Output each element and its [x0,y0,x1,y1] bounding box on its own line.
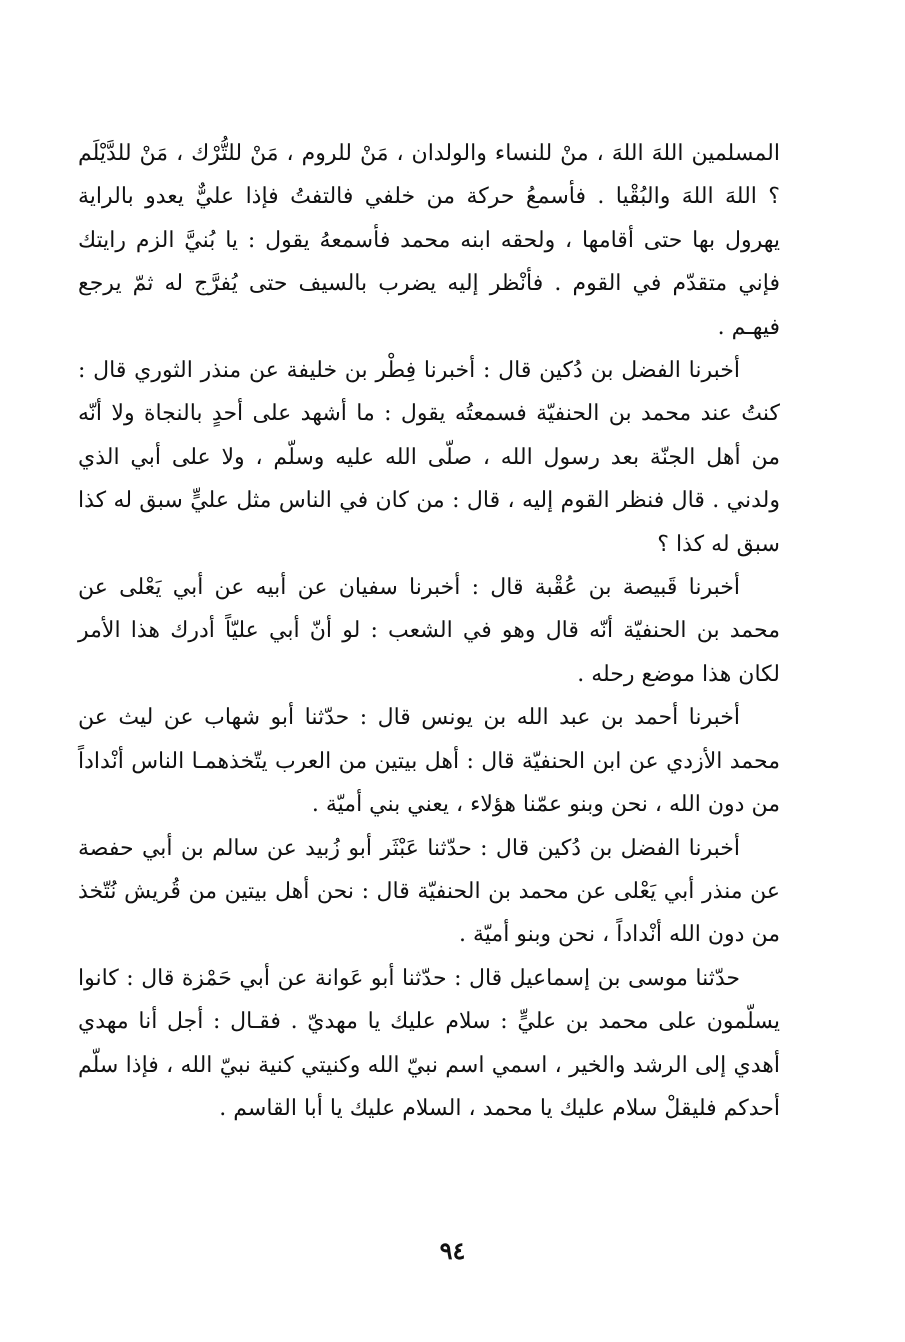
paragraph-continuation: المسلمين اللهَ اللهَ ، منْ للنساء والولدان ، مَنْ للروم ، مَنْ للتُّرْك ، مَنْ للدَّيْلَم ؟ اللهَ اللهَ والبُقْيا . فأسمعُ حركة من خلفي فالتفتُ فإذا عليٌّ يعدو بالراية يهرول بها حتى أقامها ، ولحقه ابنه محمد فأسمعهُ يقول : يا بُنيَّ الزم رايتك فإني متقدّم في القوم . فأنْظر إليه يضرب بالسيف حتى يُفرَّج له ثمّ يرجع فيهـم . [78,141,780,340]
paragraph-narration: أخبرنا الفضل بن دُكين قال : حدّثنا عَبْثَر أبو زُبيد عن سالم بن أبي حفصة عن منذر أبي يَعْلى عن محمد بن الحنفيّة قال : نحن أهل بيتين من قُريش نُتّخذ من دون الله أنْداداً ، نحن وبنو أميّة . [78,835,780,948]
paragraph-narration: أخبرنا أحمد بن عبد الله بن يونس قال : حدّثنا أبو شهاب عن ليث عن محمد الأزدي عن ابن الحنفيّة قال : أهل بيتين من العرب يتّخذهمـا الناس أنْداداً من دون الله ، نحن وبنو عمّنا هؤلاء ، يعني بني أميّة . [78,705,780,818]
page-number: ٩٤ [439,1236,466,1265]
paragraph-narration: أخبرنا قَبيصة بن عُقْبة قال : أخبرنا سفيان عن أبيه عن أبي يَعْلى عن محمد بن الحنفيّة أنّه قال وهو في الشعب : لو أنّ أبي عليّاً أدرك هذا الأمر لكان هذا موضع رحله . [78,575,780,687]
paragraph-narration: حدّثنا موسى بن إسماعيل قال : حدّثنا أبو عَوانة عن أبي حَمْزة قال : كانوا يسلّمون على محمد بن عليٍّ : سلام عليك يا مهديّ . فقـال : أجل أنا مهدي أهدي إلى الرشد والخير ، اسمي اسم نبيّ الله وكنيتي كنية نبيّ الله ، فإذا سلّم أحدكم فليقلْ سلام عليك يا محمد ، السلام عليك يا أبا القاسم . [78,965,780,1121]
page-body-text [78,132,780,1130]
paragraph-narration: أخبرنا الفضل بن دُكين قال : أخبرنا فِطْر بن خليفة عن منذر الثوري قال : كنتُ عند محمد بن الحنفيّة فسمعتُه يقول : ما أشهد على أحدٍ بالنجاة ولا أنّه من أهل الجنّة بعد رسول الله ، صلّى الله عليه وسلّم ، ولا على أبي الذي ولدني . قال فنظر القوم إليه ، قال : من كان في الناس مثل عليٍّ سبق له كذا سبق له كذا ؟ [78,358,780,557]
